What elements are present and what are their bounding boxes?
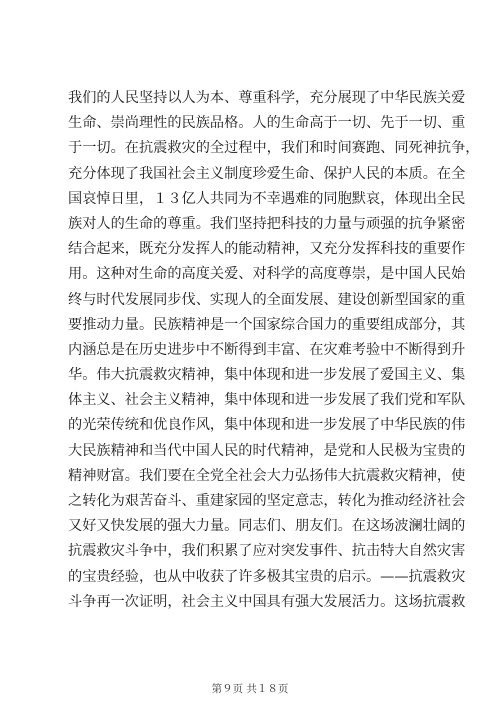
text-line: 斗争再一次证明，社会主义中国具有强大发展活力。这场抗震救 — [68, 593, 466, 610]
text-line: 精神财富。我们要在全党全社会大力弘扬伟大抗震救灾精神，使 — [68, 467, 466, 484]
page-footer — [0, 681, 500, 696]
text-line: 内涵总是在历史进步中不断得到丰富、在灾难考验中不断得到升 — [68, 341, 466, 358]
text-line: 体主义、社会主义精神，集中体现和进一步发展了我们党和军队 — [68, 392, 466, 409]
text-line: 族对人的生命的尊重。我们坚持把科技的力量与顽强的抗争紧密 — [68, 215, 466, 232]
text-line: 大民族精神和当代中国人民的时代精神，是党和人民极为宝贵的 — [68, 442, 466, 459]
body-text — [68, 86, 480, 615]
text-line: 又好又快发展的强大力量。同志们、朋友们。在这场波澜壮阔的 — [68, 518, 466, 535]
page-number-label: 第９页 共１８页 — [211, 683, 289, 695]
text-line: 充分体现了我国社会主义制度珍爱生命、保护人民的本质。在全 — [68, 165, 466, 182]
text-line: 于一切。在抗震救灾的全过程中，我们和时间赛跑、同死神抗争， — [68, 140, 480, 157]
text-line: 我们的人民坚持以人为本、尊重科学，充分展现了中华民族关爱 — [68, 90, 466, 106]
text-line: 抗震救灾斗争中，我们积累了应对突发事件、抗击特大自然灾害 — [68, 543, 466, 560]
text-line: 终与时代发展同步伐、实现人的全面发展、建设创新型国家的重 — [68, 291, 466, 308]
text-line: 国哀悼日里，１３亿人共同为不幸遇难的同胞默哀，体现出全民 — [68, 190, 466, 207]
text-line: 华。伟大抗震救灾精神，集中体现和进一步发展了爱国主义、集 — [68, 367, 466, 384]
text-line: 的光荣传统和优良作风，集中体现和进一步发展了中华民族的伟 — [68, 417, 466, 434]
text-line: 的宝贵经验，也从中收获了许多极其宝贵的启示。——抗震救灾 — [68, 568, 466, 585]
text-line: 生命、崇尚理性的民族品格。人的生命高于一切、先于一切、重 — [68, 115, 466, 132]
text-line: 结合起来，既充分发挥人的能动精神，又充分发挥科技的重要作 — [68, 241, 466, 258]
text-line: 要推动力量。民族精神是一个国家综合国力的重要组成部分，其 — [68, 316, 466, 333]
text-line: 用。这种对生命的高度关爱、对科学的高度尊崇，是中国人民始 — [68, 266, 466, 283]
text-line: 之转化为艰苦奋斗、重建家园的坚定意志，转化为推动经济社会 — [68, 493, 466, 509]
